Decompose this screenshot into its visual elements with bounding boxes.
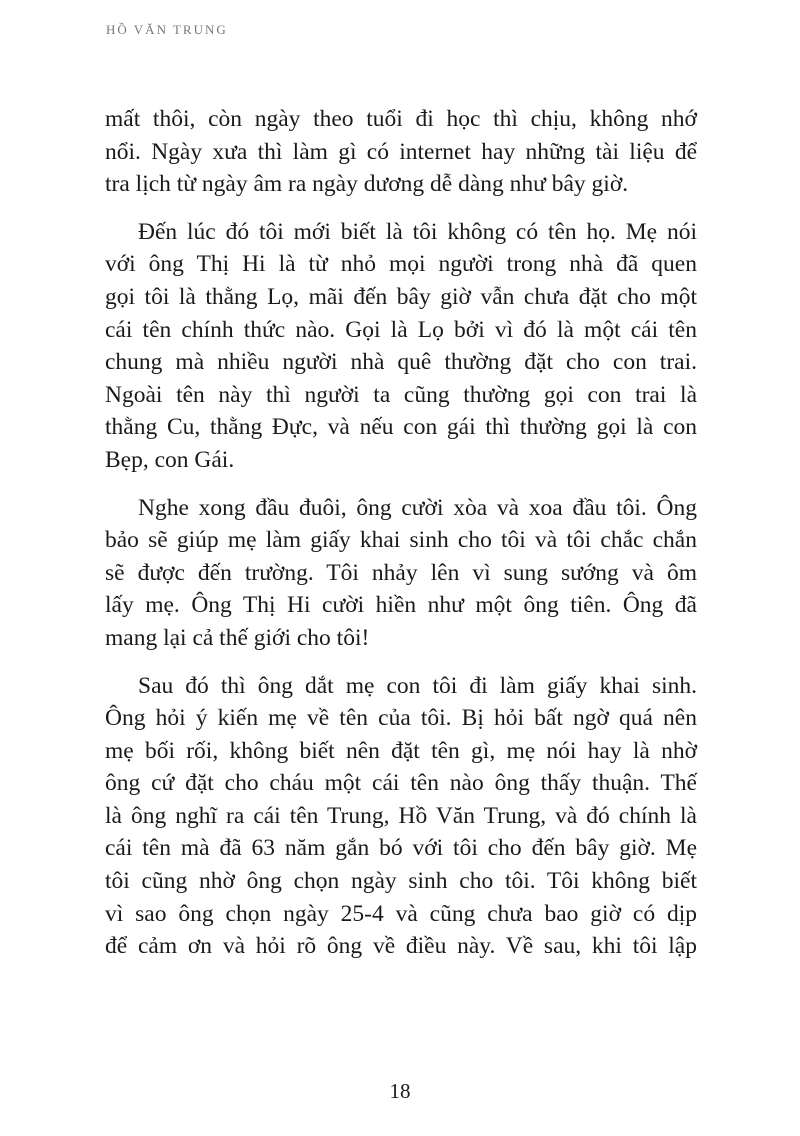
text-line: gọi tôi là thằng Lọ, mãi đến bây giờ vẫn chưa đặt cho một <box>105 283 697 310</box>
text-line: tôi cũng nhờ ông chọn ngày sinh cho tôi. Tôi không biết <box>105 868 697 895</box>
text-line: chung mà nhiều người nhà quê thường đặt cho con trai. <box>105 349 697 376</box>
running-header: HỒ VĂN TRUNG <box>106 22 228 37</box>
text-line: ông cứ đặt cho cháu một cái tên nào ông thấy thuận. Thế <box>105 770 697 797</box>
text-line: mất thôi, còn ngày theo tuổi đi học thì chịu, không nhớ <box>105 106 697 132</box>
paragraph <box>105 216 697 477</box>
page-number: 18 <box>389 1079 411 1103</box>
text-line: cái tên mà đã 63 năm gắn bó với tôi cho đến bây giờ. Mẹ <box>105 835 697 862</box>
text-line: mang lại cả thế giới cho tôi! <box>105 624 370 651</box>
text-line: Ông hỏi ý kiến mẹ về tên của tôi. Bị hỏi bất ngờ quá nên <box>105 705 697 732</box>
text-line: với ông Thị Hi là từ nhỏ mọi người trong nhà đã quen <box>105 251 697 278</box>
paragraph <box>105 492 697 655</box>
text-line: cái tên chính thức nào. Gọi là Lọ bởi vì đó là một cái tên <box>105 316 697 343</box>
text-line: Đến lúc đó tôi mới biết là tôi không có tên họ. Mẹ nói <box>138 218 697 245</box>
text-line: bảo sẽ giúp mẹ làm giấy khai sinh cho tôi và tôi chắc chắn <box>105 527 697 554</box>
text-line: Nghe xong đầu đuôi, ông cười xòa và xoa đầu tôi. Ông <box>138 494 697 521</box>
text-line: vì sao ông chọn ngày 25-4 và cũng chưa bao giờ có dịp <box>105 900 697 927</box>
text-line: Ngoài tên này thì người ta cũng thường gọi con trai là <box>105 381 697 408</box>
text-line: Sau đó thì ông dắt mẹ con tôi đi làm giấy khai sinh. <box>138 672 697 699</box>
text-line: lấy mẹ. Ông Thị Hi cười hiền như một ông tiên. Ông đã <box>105 592 697 619</box>
text-line: thằng Cu, thằng Đực, và nếu con gái thì thường gọi là con <box>105 414 697 441</box>
page-body <box>105 103 697 978</box>
text-line: nổi. Ngày xưa thì làm gì có internet hay những tài liệu để <box>105 138 697 165</box>
paragraph <box>105 103 697 201</box>
text-line: mẹ bối rối, không biết nên đặt tên gì, mẹ nói hay là nhờ <box>105 737 697 764</box>
text-line: tra lịch từ ngày âm ra ngày dương dễ dàng như bây giờ. <box>105 171 629 198</box>
paragraph <box>105 670 697 963</box>
text-line: là ông nghĩ ra cái tên Trung, Hồ Văn Trung, và đó chính là <box>105 802 697 829</box>
text-line: Bẹp, con Gái. <box>105 446 235 473</box>
text-line: sẽ được đến trường. Tôi nhảy lên vì sung sướng và ôm <box>105 559 697 586</box>
text-line: để cảm ơn và hỏi rõ ông về điều này. Về sau, khi tôi lập <box>105 933 697 960</box>
